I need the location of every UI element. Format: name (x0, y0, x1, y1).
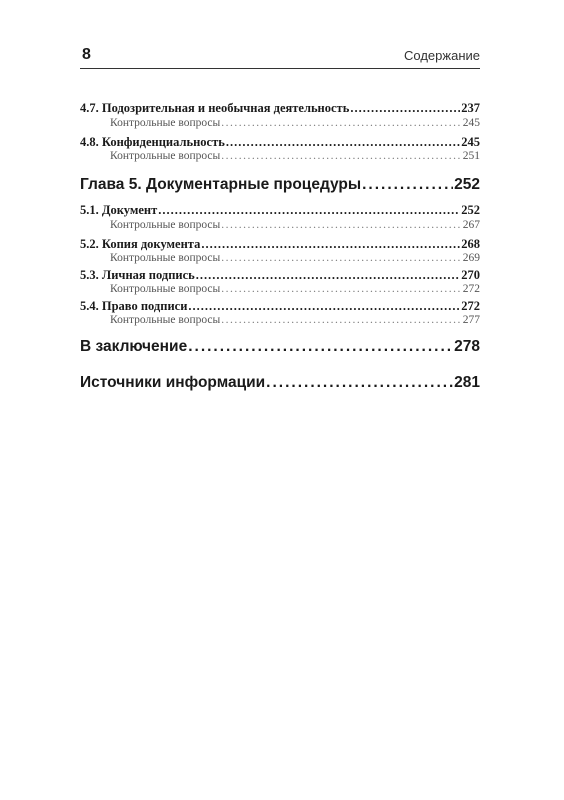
toc-entry-4-8-questions (80, 150, 480, 162)
dot-leader (221, 150, 462, 162)
toc-entry-title: Глава 5. Документарные процедуры (80, 176, 362, 193)
toc-entry-title: 4.8. Конфиденциальность (80, 135, 225, 149)
toc-entry-page: 267 (462, 219, 480, 231)
toc-entry-page: 268 (461, 237, 480, 251)
toc-entry-page: 252 (461, 203, 480, 217)
toc-entry-5-4 (80, 299, 480, 314)
toc-entry-page: 245 (461, 135, 480, 149)
toc-entry-title: Контрольные вопросы (110, 150, 221, 162)
toc-entry-page: 270 (461, 268, 480, 282)
toc-entry-title: 5.2. Копия документа (80, 237, 201, 251)
dot-leader (196, 268, 460, 283)
toc-entry-page: 272 (462, 283, 480, 295)
page-number: 8 (82, 46, 91, 63)
toc-entry-page: 245 (462, 117, 480, 129)
toc-entry-page: 277 (462, 314, 480, 326)
toc-entry-5-1 (80, 203, 480, 218)
toc-entry-5-2-questions (80, 252, 480, 264)
dot-leader (221, 252, 462, 264)
dot-leader (221, 283, 462, 295)
toc-entry-page: 269 (462, 252, 480, 264)
toc-entry-page: 252 (454, 176, 480, 193)
toc-conclusion (80, 338, 480, 356)
toc-entry-page: 278 (454, 338, 480, 355)
dot-leader (221, 314, 462, 326)
toc-entry-title: Источники информации (80, 374, 266, 391)
toc-entry-5-3 (80, 268, 480, 283)
dot-leader (266, 374, 453, 392)
toc-entry-4-8 (80, 135, 480, 150)
toc-entry-page: 272 (461, 299, 480, 313)
toc-chapter-5 (80, 176, 480, 194)
toc-entry-title: Контрольные вопросы (110, 117, 221, 129)
toc-entry-5-4-questions (80, 314, 480, 326)
page-header (80, 46, 480, 69)
dot-leader (188, 338, 453, 356)
toc-entry-title: Контрольные вопросы (110, 219, 221, 231)
toc-entry-5-3-questions (80, 283, 480, 295)
dot-leader (188, 299, 460, 314)
toc-sources (80, 374, 480, 392)
running-title: Содержание (404, 48, 480, 63)
toc-entry-title: Контрольные вопросы (110, 314, 221, 326)
toc-entry-title: Контрольные вопросы (110, 252, 221, 264)
toc-entry-page: 251 (462, 150, 480, 162)
dot-leader (362, 176, 453, 194)
toc-entry-page: 237 (461, 101, 480, 115)
toc-entry-5-1-questions (80, 219, 480, 231)
toc-entry-5-2 (80, 237, 480, 252)
dot-leader (201, 237, 460, 252)
toc-entry-4-7 (80, 101, 480, 116)
dot-leader (158, 203, 460, 218)
toc-entry-title: 5.4. Право подписи (80, 299, 188, 313)
dot-leader (221, 117, 462, 129)
toc-entry-page: 281 (454, 374, 480, 391)
dot-leader (350, 101, 460, 116)
dot-leader (226, 135, 460, 150)
dot-leader (221, 219, 462, 231)
toc-entry-4-7-questions (80, 117, 480, 129)
toc-entry-title: Контрольные вопросы (110, 283, 221, 295)
toc-entry-title: В заключение (80, 338, 188, 355)
toc-entry-title: 4.7. Подозрительная и необычная деятельность (80, 101, 350, 115)
toc-entry-title: 5.1. Документ (80, 203, 158, 217)
toc-entry-title: 5.3. Личная подпись (80, 268, 195, 282)
